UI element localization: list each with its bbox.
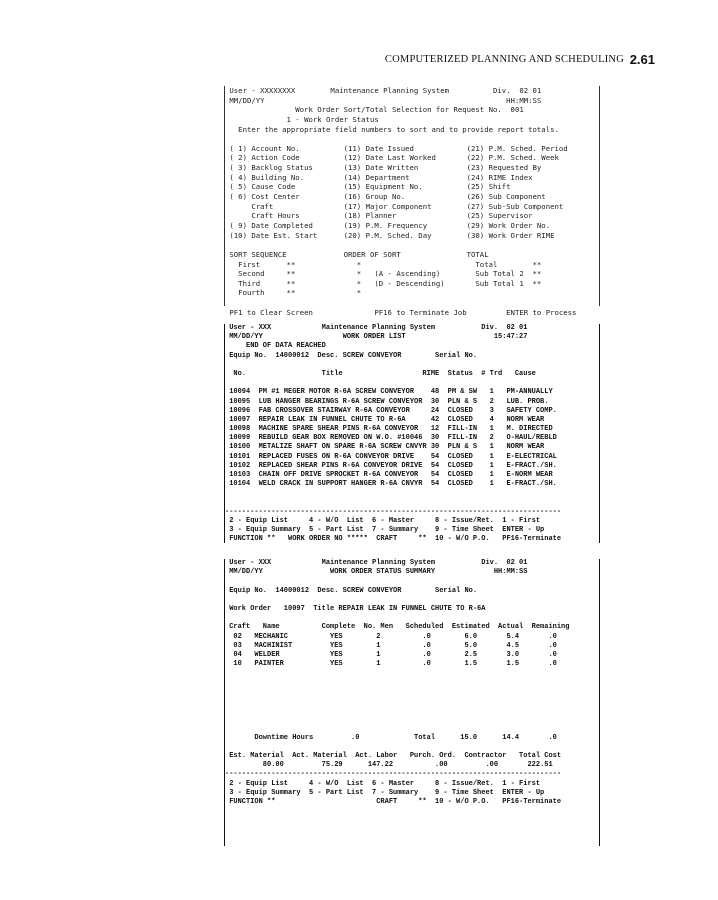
screen1-line: Craft Hours (18) Planner (25) Supervisor	[225, 211, 533, 221]
screen1-line: ( 5) Cause Code (15) Equipment No. (25) Shift	[225, 182, 511, 192]
screen3-line	[225, 743, 599, 752]
page-header	[0, 52, 718, 72]
screen2-line: 10099 REBUILD GEAR BOX REMOVED ON W.O. #10046 30 FILL-IN 2 O-HAUL/REBLD	[225, 434, 557, 443]
screen3-line	[225, 678, 599, 687]
screen3-line: 80.00 75.29 147.22 .00 .00 222.51	[225, 761, 553, 770]
screen1-line: 1 - Work Order Status	[225, 114, 379, 124]
page-number: 2.61	[629, 52, 655, 67]
screen2-line	[225, 379, 599, 388]
screen3-line: Downtime Hours .0 Total 15.0 14.4 .0	[225, 733, 557, 742]
screen3-line	[225, 614, 599, 623]
screen3-line: --------------------------------------------------------------------------------	[225, 770, 562, 779]
screen2-line: User - XXX Maintenance Planning System Div. 02 01	[225, 324, 528, 332]
screen2-line: 10102 REPLACED SHEAR PINS R-6A CONVEYOR DRIVE 54 CLOSED 1 E-FRACT./SH.	[225, 461, 557, 470]
screen1-line	[225, 134, 599, 144]
screen3-line: Est. Material Act. Material Act. Labor Purch. Ord. Contractor Total Cost	[225, 751, 562, 760]
screen2-line: FUNCTION ** WORK ORDER NO ***** CRAFT ** 10 - W/O P.O. PF16-Terminate	[225, 535, 562, 544]
screen1-line: ( 4) Building No. (14) Department (24) RIME Index	[225, 172, 533, 182]
sort-selection-screen	[224, 86, 600, 317]
screen1-line	[225, 298, 599, 308]
screen1-line: ( 1) Account No. (11) Date Issued (21) P.M. Sched. Period	[225, 143, 568, 153]
screen1-line: Fourth ** *	[225, 288, 362, 298]
screen2-line	[225, 361, 599, 370]
screen3-line: 3 - Equip Summary 5 - Part List 7 - Summary 9 - Time Sheet ENTER - Up	[225, 788, 545, 797]
screen3-line	[225, 577, 599, 586]
screen2-line: 10098 MACHINE SPARE SHEAR PINS R-6A CONVEYOR 12 FILL-IN 1 M. DIRECTED	[225, 425, 553, 434]
screen1-line: SORT SEQUENCE ORDER OF SORT TOTAL	[225, 249, 489, 259]
screen1-line: PF1 to Clear Screen PF16 to Terminate Job ENTER to Process	[225, 307, 577, 317]
screen2-line: 10094 PM #1 MEGER MOTOR R-6A SCREW CONVEYOR 48 PM & SW 1 PM-ANNUALLY	[225, 388, 553, 397]
screen1-line: First ** * Total **	[225, 259, 542, 269]
screen3-line: MM/DD/YY WORK ORDER STATUS SUMMARY HH:MM:SS	[225, 568, 528, 577]
screen3-line: 2 - Equip List 4 - W/O List 6 - Master 8 - Issue/Ret. 1 - First	[225, 779, 541, 788]
screen2-line: 10096 FAB CROSSOVER STAIRWAY R-6A CONVEYOR 24 CLOSED 3 SAFETY COMP.	[225, 406, 557, 415]
screen2-line: 10104 WELD CRACK IN SUPPORT HANGER R-6A CNVYR 54 CLOSED 1 E-FRACT./SH.	[225, 480, 557, 489]
screen2-line: 10095 LUB HANGER BEARINGS R-6A SCREW CONVEYOR 30 PLN & S 2 LUB. PROB.	[225, 397, 549, 406]
screen3-line: User - XXX Maintenance Planning System Div. 02 01	[225, 559, 528, 567]
screen3-line	[225, 706, 599, 715]
work-order-list-screen	[224, 324, 600, 543]
screen1-line: ( 6) Cost Center (16) Group No. (26) Sub Component	[225, 192, 546, 202]
screen2-line: Equip No. 14000012 Desc. SCREW CONVEYOR Serial No.	[225, 351, 478, 360]
screen2-line	[225, 499, 599, 508]
screen3-line: Work Order 10097 Title REPAIR LEAK IN FUNNEL CHUTE TO R-6A	[225, 604, 486, 613]
work-order-status-summary-screen	[224, 559, 600, 846]
screen2-line: 10103 CHAIN OFF DRIVE SPROCKET R-6A CONVEYOR 54 CLOSED 1 E-NORM WEAR	[225, 471, 553, 479]
screen2-line: --------------------------------------------------------------------------------	[225, 507, 562, 516]
screen3-line	[225, 715, 599, 724]
screen1-line: Third ** * (D - Descending) Sub Total 1 **	[225, 278, 542, 288]
screen3-line	[225, 688, 599, 697]
screen3-line: 03 MACHINIST YES 1 .0 5.0 4.5 .0	[225, 641, 557, 650]
screen1-line: Craft (17) Major Component (27) Sub-Sub Component	[225, 201, 564, 211]
screen3-line: Craft Name Complete No. Men Scheduled Estimated Actual Remaining	[225, 623, 570, 632]
screen2-line: END OF DATA REACHED	[225, 342, 326, 351]
screen3-line	[225, 697, 599, 706]
screen3-line	[225, 596, 599, 605]
screen2-line: 10101 REPLACED FUSES ON R-6A CONVEYOR DRIVE 54 CLOSED 1 E-ELECTRICAL	[225, 452, 557, 461]
screen2-line	[225, 489, 599, 498]
running-title: COMPUTERIZED PLANNING AND SCHEDULING	[384, 54, 624, 65]
screen3-line: Equip No. 14000012 Desc. SCREW CONVEYOR Serial No.	[225, 586, 478, 595]
screen1-line: ( 2) Action Code (12) Date Last Worked (22) P.M. Sched. Week	[225, 153, 559, 163]
screen1-line: MM/DD/YY HH:MM:SS	[225, 95, 542, 105]
screen3-line	[225, 669, 599, 678]
screen1-line	[225, 240, 599, 250]
screen1-line: ( 3) Backlog Status (13) Date Written (23) Requested By	[225, 163, 542, 173]
screen3-line: 10 PAINTER YES 1 .0 1.5 1.5 .0	[225, 660, 557, 669]
screen3-line: 04 WELDER YES 1 .0 2.5 3.0 .0	[225, 650, 557, 659]
screen3-line: FUNCTION ** CRAFT ** 10 - W/O P.O. PF16-Terminate	[225, 797, 562, 806]
screen2-line: No. Title RIME Status # Trd Cause	[225, 369, 536, 378]
screen1-line: User - XXXXXXXX Maintenance Planning System Div. 02 01	[225, 86, 542, 95]
screen3-line	[225, 724, 599, 733]
screen1-line: Work Order Sort/Total Selection for Request No. 001	[225, 105, 524, 115]
screen2-line: 2 - Equip List 4 - W/O List 6 - Master 8 - Issue/Ret. 1 - First	[225, 516, 541, 525]
screen2-line: 3 - Equip Summary 5 - Part List 7 - Summary 9 - Time Sheet ENTER - Up	[225, 526, 545, 535]
screen1-line: (10) Date Est. Start (20) P.M. Sched. Day (30) Work Order RIME	[225, 230, 555, 240]
screen2-line: 10100 METALIZE SHAFT ON SPARE R-6A SCREW CNVYR 30 PLN & S 1 NORM WEAR	[225, 443, 545, 452]
screen2-line: MM/DD/YY WORK ORDER LIST 15:47:27	[225, 333, 528, 342]
screen3-line: 02 MECHANIC YES 2 .0 6.0 5.4 .0	[225, 632, 557, 641]
screen2-line: 10097 REPAIR LEAK IN FUNNEL CHUTE TO R-6A 42 CLOSED 4 NORM WEAR	[225, 415, 545, 424]
screen1-line: Enter the appropriate field numbers to sort and to provide report totals.	[225, 124, 559, 134]
screen1-line: Second ** * (A - Ascending) Sub Total 2 **	[225, 269, 542, 279]
screen1-line: ( 9) Date Completed (19) P.M. Frequency (29) Work Order No.	[225, 220, 551, 230]
